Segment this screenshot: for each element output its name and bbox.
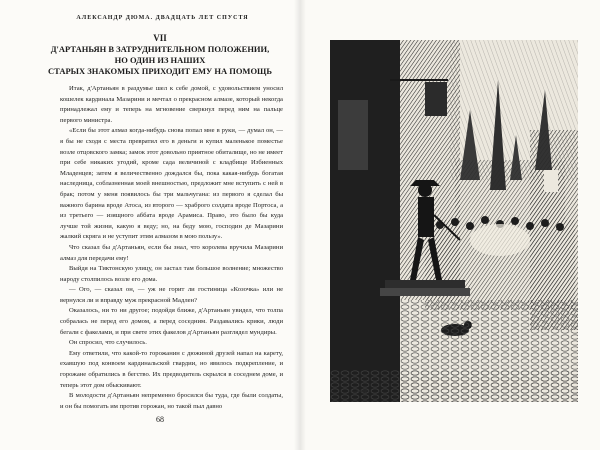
paragraph: «Если бы этот алмаз когда-нибудь снова попал мне в руки, — думал он, — я бы не сходя с места превратил его в деньги и купил маленькое поместье возле отцовского замка; замок этот довольно приятное обиталище, но не имеет при себе никаких угодий, кроме сада величиной с кладбище Избиенных Младенцев; затем я величественно дождался бы, пока какая-нибудь богатая наследница, соблазненная моей внешностью, предложит мне вступить с ней в брак; потом у меня появилось бы три мальчугана: из первого я сделал бы важного барина вроде Атоса, из второго — храброго солдата вроде Портоса, а из третьего — изящного аббата вроде Арамиса. Право, это было бы куда лучше той жизни, какую я веду; но, на беду мою, господин де Мазарини жалкий скряга и не уступит этим алмазом в мою пользу». [60, 127, 283, 241]
chapter-number: VII [153, 33, 167, 43]
page-number: 68 [156, 415, 164, 424]
running-head: АЛЕКСАНДР ДЮМА. ДВАДЦАТЬ ЛЕТ СПУСТЯ [76, 15, 249, 21]
paragraph: — Ого, — сказал он, — уж не горит ли гостиница «Козочка» или не вернулся ли и вправду муж прекрасной Мадлен? [60, 286, 283, 304]
illustration [330, 40, 578, 402]
paragraph: Что сказал бы д'Артаньян, если бы знал, что королева вручила Мазарини алмаз для передачи ему! [60, 243, 283, 262]
paragraph: Выйдя на Тиктонскую улицу, он застал там большое волнение; множество народу столпилось возле его дома. [60, 265, 283, 283]
engraving-street-scene-icon [330, 40, 578, 402]
body-text [60, 84, 283, 412]
paragraph: Итак, д'Артаньян в раздумье шел к себе домой, с удовольствием уносил кошелек кардинала Мазарини и мечтал о прекрасном алмазе, который некогда принадлежал ему и теперь на мгновение сверкнул перед ним на пальце первого министра. [60, 85, 283, 124]
chapter-title-line: СТАРЫХ ЗНАКОМЫХ ПРИХОДИТ ЕМУ НА ПОМОЩЬ [47, 66, 273, 76]
paragraph: Ему ответили, что какой-то горожанин с дюжиной друзей напал на карету, ехавшую под конвоем кардинальской гвардии, но явилось подкрепление, и горожане обратились в бегство. Их предводитель скрылся в соседнем доме, и теперь этот дом обыскивают. [60, 349, 283, 389]
paragraph: Он спросил, что случилось. [69, 339, 147, 347]
paragraph: Оказалось, ни то ни другое; подойдя ближе, д'Артаньян увидел, что толпа собралась не перед его домом, а перед соседним. Раздавались крики, люди бегали с факелами, и при свете этих факелов д'Артаньян разглядел мундиры. [60, 307, 283, 336]
paragraph: В молодости д'Артаньян непременно бросился бы туда, где были солдаты, и он бы помогать им против горожан, но такой пыл давно [60, 392, 283, 410]
chapter-title-line: НО ОДИН ИЗ НАШИХ [114, 55, 206, 65]
book-gutter [294, 0, 306, 450]
chapter-title-line: Д'АРТАНЬЯН В ЗАТРУДНИТЕЛЬНОМ ПОЛОЖЕНИИ, [50, 44, 270, 54]
illustration-signature: С.Лелуар [352, 388, 368, 393]
chapter-title [40, 44, 280, 77]
